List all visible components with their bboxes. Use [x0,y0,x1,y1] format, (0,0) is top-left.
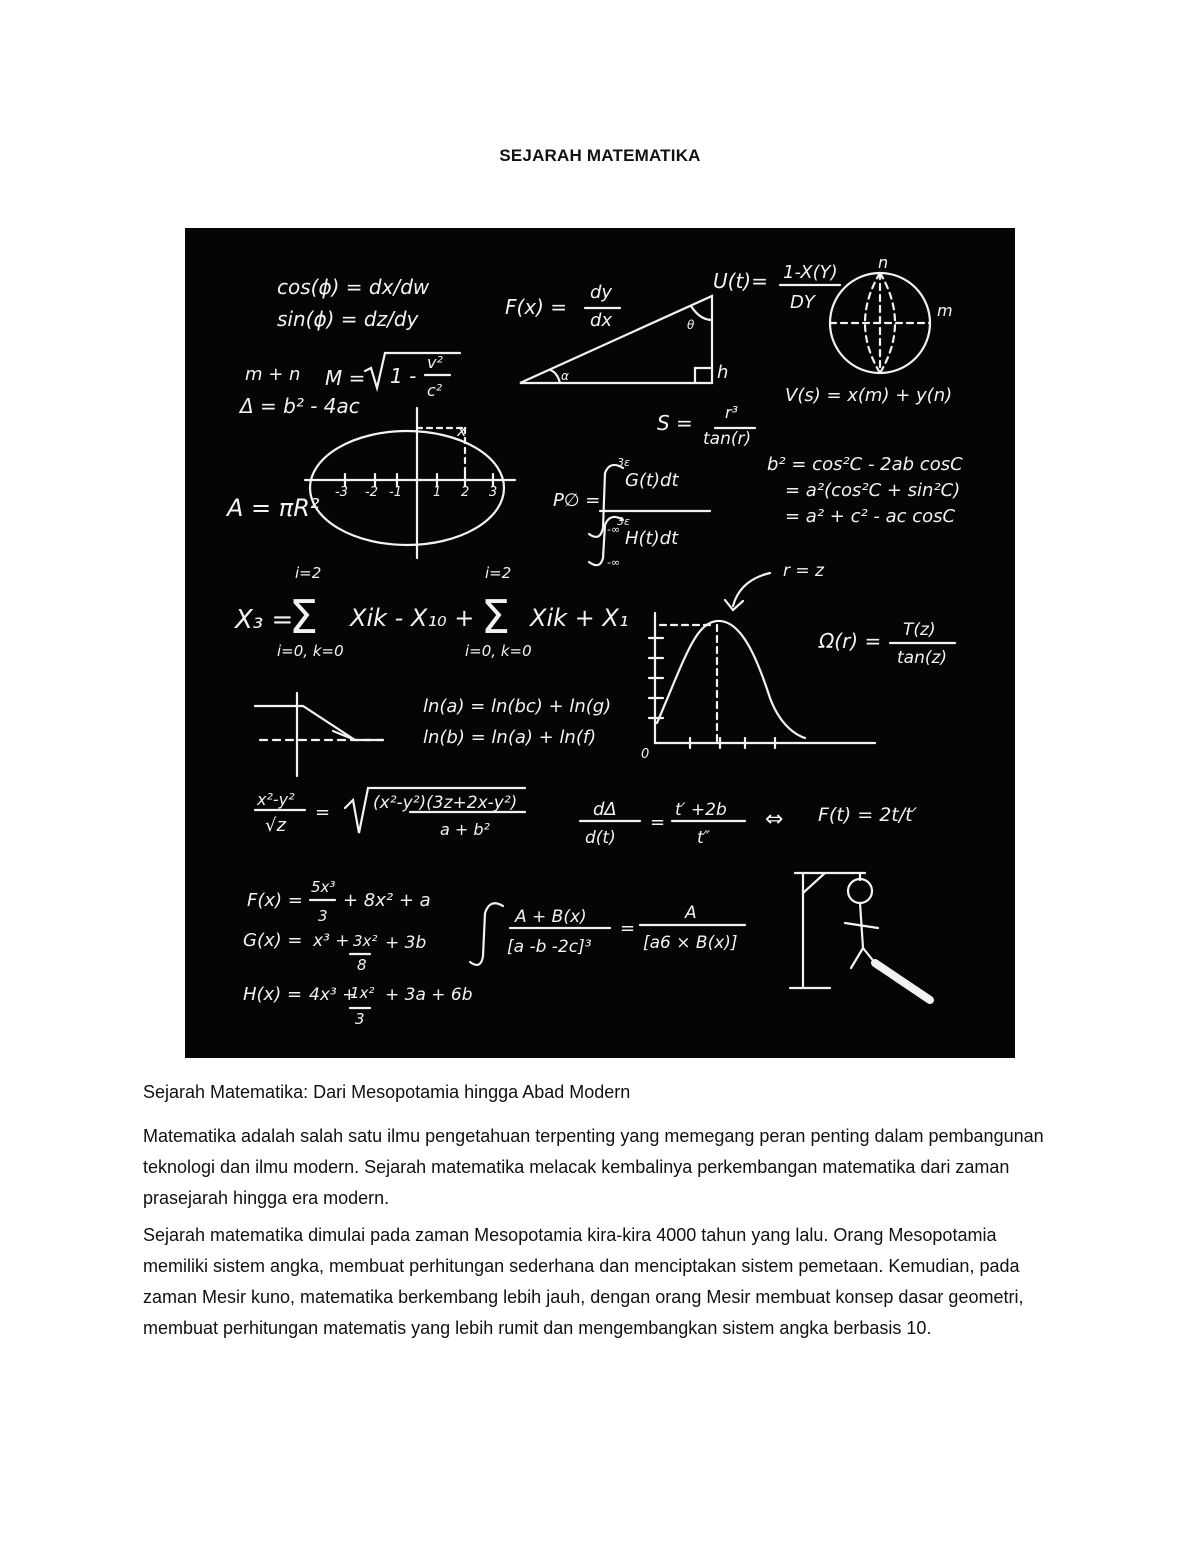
formula-law-cos-1: b² = cos²C - 2ab cosC [767,454,963,475]
formula-omega-den: tan(z) [897,648,948,668]
formula-omega-num: T(z) [903,620,936,640]
paragraph-1-text: Matematika adalah salah satu ilmu pengetahuan terpenting yang memegang peran penting dalam pembangunan teknologi dan ilmu modern. Sejarah matematika melacak kembalinya perkembangan matematika dari zaman prasejarah hingga era modern. [143,1126,1044,1208]
formula-fx-num: dy [590,282,613,303]
integral-bottom-1: -∞ [607,523,621,536]
iff-symbol: ⇔ [765,807,784,832]
formula-dd-rhs-num: t′ +2b [675,800,727,820]
formula-area: A = πR² [227,494,320,522]
angle-alpha: α [561,369,569,383]
label-h: h [717,362,729,383]
formula-integral-rden: [a6 × B(x)] [643,933,738,953]
formula-frac-eq: = [315,802,331,823]
formula-fx-den: dx [590,310,613,331]
formula-delta: Δ = b² - 4ac [240,394,360,418]
sigma2: Σ [481,590,511,644]
formula-ln1: ln(a) = ln(bc) + ln(g) [423,696,612,717]
angle-theta: θ [687,318,695,332]
formula-omega: Ω(r) = [819,629,882,653]
chalkboard-image [185,228,1015,1058]
formula-integral-rnum: A [685,903,697,923]
formula-h-num: 1x² [350,984,375,1002]
formula-mn: m + n [245,364,301,385]
formula-dd-den: d(t) [585,828,616,848]
tick-1: 1 [433,485,442,500]
tick-neg3: -3 [335,485,348,500]
formula-g-rest: + 3b [385,933,427,953]
formula-ln2: ln(b) = ln(a) + ln(f) [423,727,597,748]
document-subtitle: Sejarah Matematika: Dari Mesopotamia hingga Abad Modern [143,1082,631,1102]
formula-s-num: r³ [725,403,738,422]
sigma1-bottom: i=0, k=0 [277,642,344,660]
formula-law-cos-3: = a² + c² - ac cosC [785,506,956,527]
formula-ft: F(t) = 2t/t′ [818,804,917,826]
integral-top-1: 3ε [617,456,630,469]
sigma1: Σ [289,590,319,644]
formula-x3: X₃ = [235,605,294,635]
paragraph-1 [143,1121,1058,1214]
formula-ut-num: 1-X(Y) [783,262,838,283]
integral-top-2: 3ε [617,515,630,528]
formula-dd-num: dΔ [593,799,617,820]
formula-g-den: 8 [357,956,367,974]
formula-s-den: tan(r) [703,429,752,449]
formula-gt: G(t)dt [625,470,679,491]
formula-dd-eq: = [650,812,666,833]
formula-h: H(x) = [243,984,303,1005]
formula-f-rest: + 8x² + a [343,890,431,911]
formula-law-cos-2: = a²(cos²C + sin²C) [785,480,961,501]
sigma2-top: i=2 [485,564,512,582]
formula-frac-rad-den: a + b² [440,820,490,839]
formula-s: S = [657,411,693,435]
formula-dd-rhs-den: t″ [697,828,711,848]
formula-ut-den: DY [790,292,815,313]
formula-integral-den: [a -b -2c]³ [507,937,592,957]
formula-frac-rad: (x²-y²)(3z+2x-y²) [373,793,518,813]
formula-ht: H(t)dt [625,528,679,549]
integral-bottom-2: -∞ [607,556,621,569]
sphere-label-m: m [937,301,953,320]
formula-h-rest: + 3a + 6b [385,985,473,1005]
label-r-eq-z: r = z [783,561,824,581]
paragraph-2-text: Sejarah matematika dimulai pada zaman Mesopotamia kira-kira 4000 tahun yang lalu. Orang Mesopotamia memiliki sistem angka, membuat perhitungan sederhana dan menciptakan sistem pemetaan. Kemudian, pada zaman Mesir kuno, matematika berkembang lebih jauh, dengan orang Mesir membuat konsep dasar geometri, membuat perhitungan matematis yang lebih rumit dan mengembangkan sistem angka berbasis 10. [143,1225,1024,1338]
hangman-drawing [790,873,930,1000]
formula-m: M = [325,366,366,390]
formula-vs: V(s) = x(m) + y(n) [785,385,953,406]
formula-frac-num: x²-y² [257,790,295,809]
formula-m-v: v² [427,353,443,372]
formula-xik-mid: Xik - X₁₀ + [350,604,475,632]
sigma2-bottom: i=0, k=0 [465,642,532,660]
tick-2: 2 [461,485,470,500]
formula-p0: P∅ = [553,490,601,511]
formula-fx: F(x) = [505,295,568,319]
formula-g-a: x³ + [313,931,350,951]
formula-g-num: 3x² [353,932,378,950]
formula-xik-end: Xik + X₁ [530,604,629,632]
formula-f-num: 5x³ [311,878,336,896]
formula-m-c: c² [427,381,443,400]
tick-3: 3 [489,485,498,500]
tick-neg1: -1 [389,485,402,500]
paragraph-2 [143,1220,1058,1344]
tick-neg2: -2 [365,485,378,500]
point-x-mark: x [457,421,467,440]
formula-m-rad: 1 - [390,364,417,388]
formula-ut: U(t)= [713,269,768,293]
formula-g: G(x) = [243,930,303,951]
formula-cos: cos(ϕ) = dx/dw [277,275,430,299]
graph-origin-zero: 0 [641,747,650,762]
sigma1-top: i=2 [295,564,322,582]
document-title: SEJARAH MATEMATIKA [499,146,701,165]
chalkboard-drawing [185,228,1015,1058]
formula-integral-num: A + B(x) [515,907,587,927]
formula-sin: sin(ϕ) = dz/dy [277,307,419,331]
formula-f-den: 3 [318,907,328,925]
sphere-label-n: n [878,253,889,272]
formula-h-den: 3 [355,1010,365,1028]
formula-h-a: 4x³ + [309,985,357,1005]
formula-f: F(x) = [247,890,303,911]
formula-integral-eq: = [620,918,636,939]
formula-frac-den: √z [265,815,286,836]
